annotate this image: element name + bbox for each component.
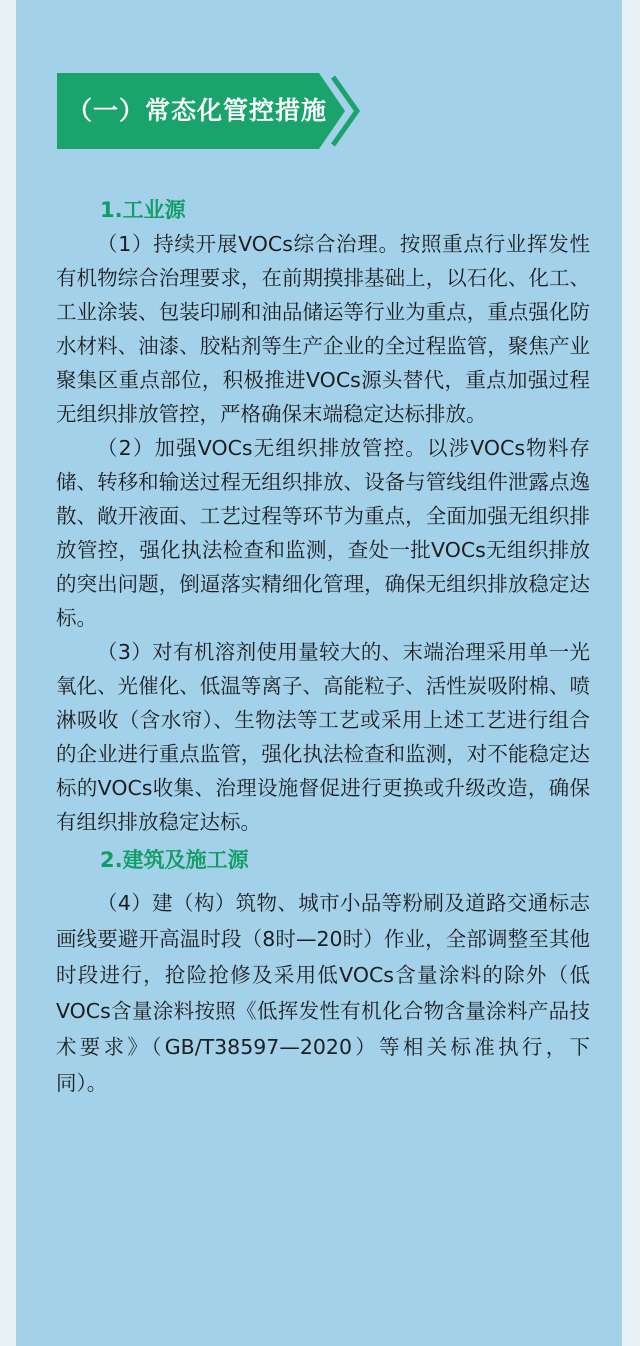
paragraph-1: （1）持续开展VOCs综合治理。按照重点行业挥发性有机物综合治理要求，在前期摸排基础上，以石化、化工、工业涂装、包装印刷和油品储运等行业为重点，重点强化防水材料、油漆、胶粘剂等生产企业的全过程监管，聚焦产业聚集区重点部位，积极推进VOCs源头替代，重点加强过程无组织排放管控，严格确保末端稳定达标排放。	[56, 232, 590, 426]
section-banner	[57, 73, 369, 149]
paragraph-2: （2）加强VOCs无组织排放管控。以涉VOCs物料存储、转移和输送过程无组织排放、设备与管线组件泄露点逸散、敞开液面、工艺过程等环节为重点，全面加强无组织排放管控，强化执法检查和监测，查处一批VOCs无组织排放的突出问题，倒逼落实精细化管理，确保无组织排放稳定达标。	[56, 436, 590, 630]
subheading-industrial-source: 1.工业源	[100, 198, 186, 222]
subheading-construction-source: 2.建筑及施工源	[100, 848, 249, 872]
document-body	[56, 193, 590, 1101]
banner-title: （一）常态化管控措施	[67, 96, 328, 125]
paragraph-3: （3）对有机溶剂使用量较大的、末端治理采用单一光氧化、光催化、低温等离子、高能粒子、活性炭吸附棉、喷淋吸收（含水帘）、生物法等工艺或采用上述工艺进行组合的企业进行重点监管，强化执法检查和监测，对不能稳定达标的VOCs收集、治理设施督促进行更换或升级改造，确保有组织排放稳定达标。	[56, 640, 590, 834]
paragraph-4: （4）建（构）筑物、城市小品等粉刷及道路交通标志画线要避开高温时段（8时—20时）作业，全部调整至其他时段进行，抢险抢修及采用低VOCs含量涂料的除外（低VOCs含量涂料按照《低挥发性有机化合物含量涂料产品技术要求》（GB/T38597—2020）等相关标准执行，下同）。	[56, 891, 590, 1095]
